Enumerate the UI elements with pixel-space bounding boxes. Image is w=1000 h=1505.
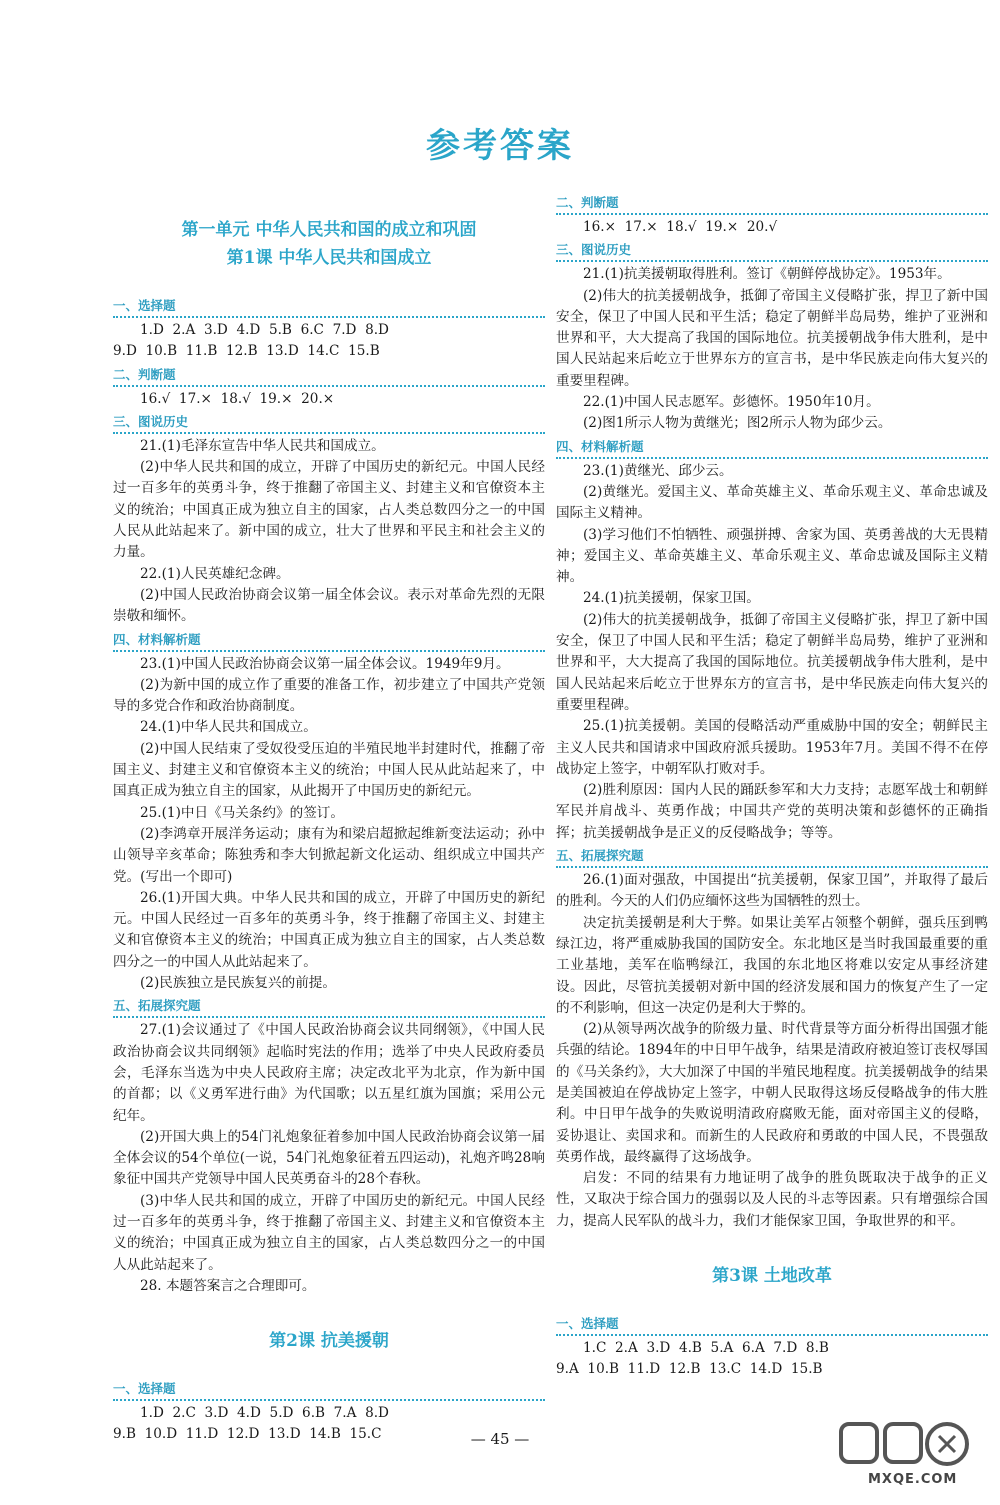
answer-paragraph: (2)民族独立是民族复兴的前提。 xyxy=(140,975,336,992)
answer-line: 9.A 10.B 11.D 12.B 13.C 14.D 15.B xyxy=(556,1361,823,1378)
answer-paragraph: (2)开国大典上的54门礼炮象征着参加中国人民政治协商会议第一届全体会议的54个单位(一说，54门礼炮象征着五四运动)，礼炮齐鸣28响象征中国共产党领导中国人民英勇奋斗的28个春秋。 xyxy=(113,1128,545,1188)
section-label: 三、图说历史 xyxy=(556,240,988,262)
section-label: 一、选择题 xyxy=(113,296,545,318)
answer-line: 16.× 17.× 18.√ 19.× 20.√ xyxy=(583,219,778,235)
answer-line: 1.D 2.C 3.D 4.D 5.D 6.B 7.A 8.D xyxy=(140,1405,389,1422)
answer-paragraph: (2)伟大的抗美援朝战争，抵御了帝国主义侵略扩张，捍卫了新中国安全，保卫了中国人民和平生活；稳定了朝鲜半岛局势，维护了亚洲和世界和平，大大提高了我国的国际地位。抗美援朝战争伟大胜利，是中国人民站起来后屹立于世界东方的宣言书，是中华民族走向伟大复兴的重要里程碑。 xyxy=(556,611,988,713)
answer-paragraph: (2)胜利原因：国内人民的踊跃参军和大力支持；志愿军战士和朝鲜军民并肩战斗、英勇作战；中国共产党的英明决策和彭德怀的正确指挥；抗美援朝战争是正义的反侵略战争；等等。 xyxy=(556,782,988,841)
section-label: 五、拓展探究题 xyxy=(113,996,545,1018)
answer-paragraph: (2)从领导两次战争的阶级力量、时代背景等方面分析得出国强才能兵强的结论。1894年的中日甲午战争，结果是清政府被迫签订丧权辱国的《马关条约》，大大加深了中国的半殖民地程度。抗美援朝战争的结果是美国被迫在停战协定上签字，中朝人民取得这场反侵略战争的伟大胜利。中日甲午战争的失败说明清政府腐败无能，面对帝国主义的侵略，妥协退让、卖国求和。而新生的人民政府和勇敢的中国人民，不畏强敌英勇作战，最终赢得了这场战争。 xyxy=(556,1021,988,1165)
section-label: 二、判断题 xyxy=(556,193,988,215)
answer-paragraph: (2)伟大的抗美援朝战争，抵御了帝国主义侵略扩张，捍卫了新中国安全，保卫了中国人民和平生活；稳定了朝鲜半岛局势，维护了亚洲和世界和平，大大提高了我国的国际地位。抗美援朝战争伟大胜利，是中国人民站起来后屹立于世界东方的宣言书，是中华民族走向伟大复兴的重要里程碑。 xyxy=(556,287,988,389)
section-label: 一、选择题 xyxy=(113,1379,545,1401)
answer-paragraph: 21.(1)毛泽东宣告中华人民共和国成立。 xyxy=(140,437,385,454)
answer-paragraph: 24.(1)中华人民共和国成立。 xyxy=(140,719,317,736)
section-label: 二、判断题 xyxy=(113,365,545,387)
answer-paragraph: 24.(1)抗美援朝，保家卫国。 xyxy=(583,590,760,607)
answer-paragraph: 22.(1)人民英雄纪念碑。 xyxy=(140,565,290,582)
answer-paragraph: (2)李鸿章开展洋务运动；康有为和梁启超掀起维新变法运动；孙中山领导辛亥革命；陈独秀和李大钊掀起新文化运动、组织成立中国共产党。(写出一个即可) xyxy=(113,825,545,885)
section-label: 一、选择题 xyxy=(556,1314,988,1336)
answer-paragraph: (3)中华人民共和国的成立，开辟了中国历史的新纪元。中国人民经过一百多年的英勇斗争，终于推翻了帝国主义、封建主义和官僚资本主义的统治；中国真正成为独立自主的国家，占人类总数四分之一的中国人从此站起来了。 xyxy=(113,1192,545,1273)
right-column xyxy=(556,191,988,1381)
answer-line: 1.D 2.A 3.D 4.D 5.B 6.C 7.D 8.D xyxy=(140,322,389,338)
lesson-3-title: 第3课 土地改革 xyxy=(712,1266,832,1287)
answer-paragraph: 27.(1)会议通过了《中国人民政治协商会议共同纲领》，《中国人民政治协商会议共同纲领》起临时宪法的作用；选举了中央人民政府委员会，毛泽东当选为中央人民政府主席；决定改北平为北京，作为新中国的首都；以《义勇军进行曲》为代国歌；以五星红旗为国旗；采用公元纪年。 xyxy=(113,1022,545,1124)
answer-paragraph: 23.(1)黄继光、邱少云。 xyxy=(583,462,733,479)
watermark-text: MXQE.COM xyxy=(868,1472,958,1487)
page-number: — 45 — xyxy=(470,1430,530,1448)
answer-paragraph: 启发：不同的结果有力地证明了战争的胜负既取决于战争的正义性，又取决于综合国力的强弱以及人民的斗志等因素。只有增强综合国力，提高人民军队的战斗力，我们才能保家卫国，争取世界的和平。 xyxy=(556,1170,988,1229)
answer-line: 16.√ 17.× 18.√ 19.× 20.× xyxy=(140,390,335,407)
answer-paragraph: 22.(1)中国人民志愿军。彭德怀。1950年10月。 xyxy=(583,394,880,411)
answer-line: 1.C 2.A 3.D 4.B 5.A 6.A 7.D 8.B xyxy=(583,1340,829,1357)
section-label: 三、图说历史 xyxy=(113,412,545,434)
page-title: 参考答案 xyxy=(426,126,574,166)
unit-title: 第一单元 中华人民共和国的成立和巩固 xyxy=(181,220,477,240)
answer-paragraph: 23.(1)中国人民政治协商会议第一届全体会议。1949年9月。 xyxy=(140,655,510,672)
answer-paragraph: (2)中国人民政治协商会议第一届全体会议。表示对革命先烈的无限崇敬和缅怀。 xyxy=(113,586,545,625)
answer-paragraph: (2)黄继光。爱国主义、革命英雄主义、革命乐观主义、革命忠诚及国际主义精神。 xyxy=(556,483,988,522)
answer-paragraph: (2)中国人民结束了受奴役受压迫的半殖民地半封建时代，推翻了帝国主义、封建主义和官僚资本主义的统治；中国人民从此站起来了，中国真正成为独立自主的国家，从此揭开了中国历史的新纪元。 xyxy=(113,740,545,800)
section-label: 五、拓展探究题 xyxy=(556,846,988,868)
answer-paragraph: 决定抗美援朝是利大于弊。如果让美军占领整个朝鲜，强兵压到鸭绿江边，将严重威胁我国的国防安全。东北地区是当时我国最重要的重工业基地，美军在临鸭绿江，我国的东北地区将难以安定从事经济建设。因此，尽管抗美援朝对新中国的经济发展和国力的恢复产生了一定的不利影响，但这一决定仍是利大于弊的。 xyxy=(556,914,988,1016)
lesson-2-title: 第2课 抗美援朝 xyxy=(269,1331,389,1352)
answer-paragraph: (2)图1所示人物为黄继光；图2所示人物为邱少云。 xyxy=(583,415,892,432)
answer-paragraph: (3)学习他们不怕牺牲、顽强拼搏、舍家为国、英勇善战的大无畏精神；爱国主义、革命英雄主义、革命乐观主义、革命忠诚及国际主义精神。 xyxy=(556,526,988,586)
section-label: 四、材料解析题 xyxy=(113,630,545,652)
section-label: 四、材料解析题 xyxy=(556,437,988,459)
answer-paragraph: (2)为新中国的成立作了重要的准备工作，初步建立了中国共产党领导的多党合作和政治协商制度。 xyxy=(113,676,545,715)
left-column xyxy=(113,192,545,1446)
answer-paragraph: 26.(1)面对强敌，中国提出“抗美援朝，保家卫国”，并取得了最后的胜利。今天的人们仍应缅怀这些为国牺牲的烈士。 xyxy=(556,872,988,910)
lesson-1-title: 第1课 中华人民共和国成立 xyxy=(226,248,432,268)
answer-paragraph: 21.(1)抗美援朝取得胜利。签订《朝鲜停战协定》。1953年。 xyxy=(583,266,951,283)
answer-paragraph: (2)中华人民共和国的成立，开辟了中国历史的新纪元。中国人民经过一百多年的英勇斗争，终于推翻了帝国主义、封建主义和官僚资本主义的统治；中国真正成为独立自主的国家，占人类总数四分之一的中国人民从此站起来了。新中国的成立，壮大了世界和平民主和社会主义的力量。 xyxy=(113,459,545,561)
answer-paragraph: 25.(1)中日《马关条约》的签订。 xyxy=(140,804,344,821)
answer-paragraph: 26.(1)开国大典。中华人民共和国的成立，开辟了中国历史的新纪元。中国人民经过一百多年的英勇斗争，终于推翻了帝国主义、封建主义和官僚资本主义的统治；中国真正成为独立自主的国家，占人类总数四分之一的中国人从此站起来了。 xyxy=(113,889,545,970)
answer-line: 9.D 10.B 11.B 12.B 13.D 14.C 15.B xyxy=(113,343,380,360)
answer-paragraph: 28. 本题答案言之合理即可。 xyxy=(140,1277,316,1294)
answer-paragraph: 25.(1)抗美援朝。美国的侵略活动严重威胁中国的安全；朝鲜民主主义人民共和国请求中国政府派兵援助。1953年7月。美国不得不在停战协定上签字，中朝军队打败对手。 xyxy=(556,718,988,777)
answer-line: 9.B 10.D 11.D 12.D 13.D 14.B 15.C xyxy=(113,1426,382,1443)
